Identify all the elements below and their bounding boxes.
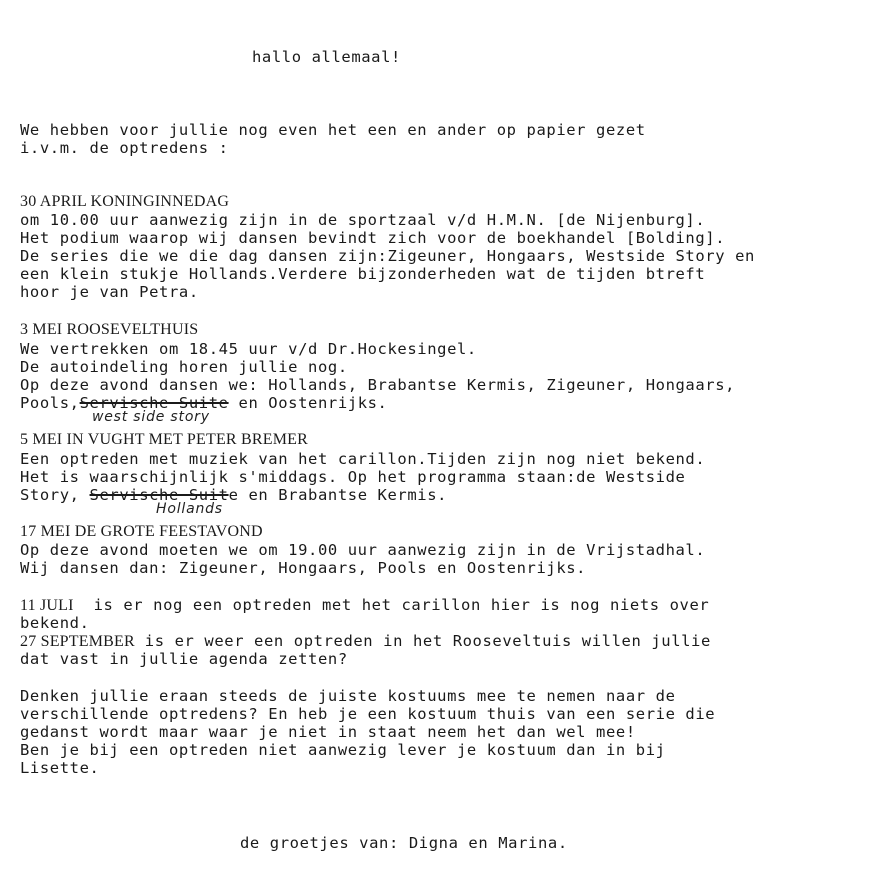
struck-text: Servische Suit [89,486,229,504]
handwritten-correction: Hollands [156,501,223,517]
vught-line-3-prefix: Story, [20,486,90,504]
juli-text: is er nog een optreden met het carillon hier is nog niets over [73,596,710,614]
closing-line-4: Ben je bij een optreden niet aanwezig lever je kostuum dan in bij [20,741,666,759]
vught-line-3-suffix: e en Brabantse Kermis. [228,486,448,504]
vught-line-2: Het is waarschijnlijk s'middags. Op het programma staan:de Westside [20,468,686,486]
intro-line-2: i.v.m. de optredens : [20,139,229,157]
section-heading-juli: 11 JULI [20,597,74,614]
intro-line-1: We hebben voor jullie nog even het een en ander op papier gezet [20,121,646,139]
roosevelthuis-line-1: We vertrekken om 18.45 uur v/d Dr.Hockesingel. [20,340,477,358]
koninginnedag-line-3: De series die we die dag dansen zijn:Zigeuner, Hongaars, Westside Story en [20,247,755,265]
roosevelthuis-line-2: De autoindeling horen jullie nog. [20,358,348,376]
koninginnedag-line-5: hoor je van Petra. [20,283,199,301]
greeting: hallo allemaal! [252,48,401,66]
closing-line-1: Denken jullie eraan steeds de juiste kostuums mee te nemen naar de [20,687,676,705]
koninginnedag-line-4: een klein stukje Hollands.Verdere bijzonderheden wat de tijden btreft [20,265,706,283]
section-heading-september: 27 SEPTEMBER [20,633,135,650]
feestavond-line-1: Op deze avond moeten we om 19.00 uur aanwezig zijn in de Vrijstadhal. [20,541,706,559]
closing-line-3: gedanst wordt maar waar je niet in staat neem het dan wel mee! [20,723,636,741]
roosevelthuis-line-3: Op deze avond dansen we: Hollands, Brabantse Kermis, Zigeuner, Hongaars, [20,376,736,394]
handwritten-correction: west side story [92,409,210,425]
section-heading-roosevelthuis: 3 MEI ROOSEVELTHUIS [20,321,199,338]
feestavond-line-2: Wij dansen dan: Zigeuner, Hongaars, Pools en Oostenrijks. [20,559,587,577]
struck-text: Servische Suite [79,394,229,412]
signoff: de groetjes van: Digna en Marina. [240,834,568,852]
september-line-1 [20,632,711,651]
vught-line-1: Een optreden met muziek van het carillon.Tijden zijn nog niet bekend. [20,450,706,468]
section-heading-feestavond: 17 MEI DE GROTE FEESTAVOND [20,523,263,540]
closing-line-5: Lisette. [20,759,100,777]
koninginnedag-line-2: Het podium waarop wij dansen bevindt zich voor de boekhandel [Bolding]. [20,229,726,247]
september-line-2: dat vast in jullie agenda zetten? [20,650,348,668]
roosevelthuis-line-4-suffix: en Oostenrijks. [228,394,388,412]
juli-line-2: bekend. [20,614,90,632]
september-text: is er weer een optreden in het Rooseveltuis willen jullie [134,632,711,650]
closing-line-2: verschillende optredens? En heb je een kostuum thuis van een serie die [20,705,716,723]
koninginnedag-line-1: om 10.00 uur aanwezig zijn in de sportzaal v/d H.M.N. [de Nijenburg]. [20,211,706,229]
section-heading-koninginnedag: 30 APRIL KONINGINNEDAG [20,193,230,210]
vught-line-3 [20,486,447,504]
section-heading-vught: 5 MEI IN VUGHT MET PETER BREMER [20,431,308,448]
roosevelthuis-line-4-prefix: Pools, [20,394,80,412]
juli-line-1 [20,596,709,615]
